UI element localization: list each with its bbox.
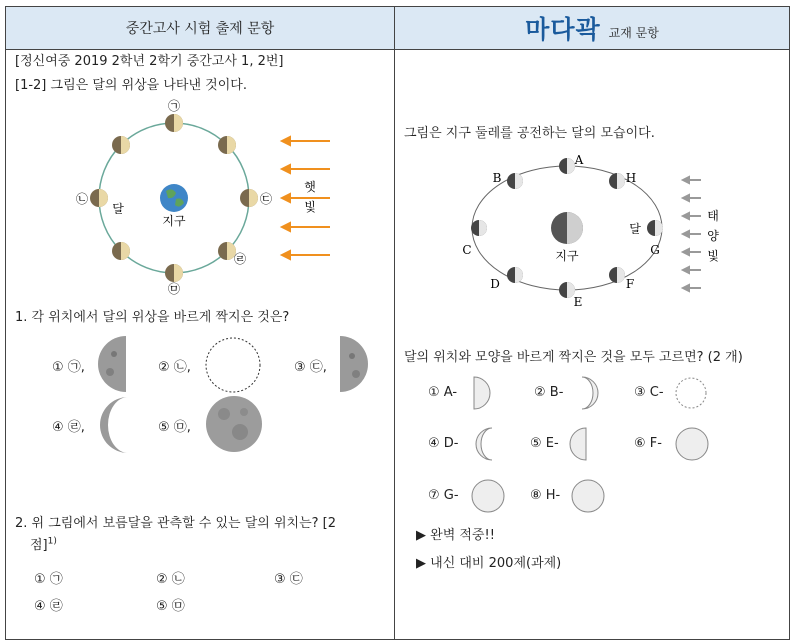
moon-pos-bottom	[165, 264, 183, 282]
moon-pos-left	[90, 189, 108, 207]
moon-shape-C	[674, 376, 708, 410]
q1-option-2[interactable]: ② ㉡,	[158, 360, 191, 375]
left-intro: [1-2] 그림은 달의 위상을 나타낸 것이다.	[15, 78, 247, 93]
opt-E[interactable]: ⑤ E-	[530, 436, 559, 451]
opt-C[interactable]: ③ C-	[634, 385, 664, 400]
sunlight-arrows	[282, 137, 330, 259]
q1-option-1[interactable]: ① ㉠,	[52, 360, 85, 375]
point-E: E	[573, 295, 583, 308]
point-D: D	[490, 277, 500, 291]
q1-option-5[interactable]: ⑤ ㉤,	[158, 420, 191, 435]
moon-label: 달	[112, 202, 124, 216]
opt-D[interactable]: ④ D-	[428, 436, 459, 451]
q1-option-4[interactable]: ④ ㉣,	[52, 420, 85, 435]
pos-label-5: ㉤	[167, 282, 181, 296]
sunlight-label-1: 햇	[304, 180, 316, 194]
earth-icon-right	[551, 212, 583, 244]
sunlight-label-2: 빛	[304, 200, 316, 214]
pos-label-3: ㉢	[259, 192, 273, 206]
half-moon-right-icon	[338, 336, 368, 392]
right-earth-label: 지구	[555, 249, 579, 263]
opt-H[interactable]: ⑧ H-	[530, 488, 561, 503]
moon-pos-top-right	[218, 136, 236, 154]
solar-label-1: 태	[707, 209, 719, 223]
right-orbit-diagram	[455, 148, 735, 308]
earth-icon	[160, 184, 188, 212]
point-C: C	[462, 243, 472, 257]
q1-option-3[interactable]: ③ ㉢,	[294, 360, 327, 375]
point-H: H	[625, 171, 637, 185]
point-F: F	[625, 277, 635, 291]
point-A: A	[574, 153, 584, 167]
opt-G[interactable]: ⑦ G-	[428, 488, 459, 503]
left-header	[6, 7, 395, 50]
crescent-moon-icon	[98, 396, 132, 454]
point-G: G	[650, 243, 660, 257]
moon-shape-F	[674, 426, 710, 462]
right-header-title: 교재 문항	[608, 25, 659, 40]
pos-label-1: ㉠	[167, 99, 181, 113]
column-divider	[394, 7, 395, 639]
logo: 마다곽	[525, 15, 601, 44]
right-header	[395, 7, 789, 50]
new-moon-icon	[204, 336, 262, 394]
question-2-line2-text: 점]	[30, 538, 48, 553]
solar-label-3: 빛	[707, 249, 719, 263]
point-B: B	[492, 171, 502, 185]
moon-pos-top	[165, 114, 183, 132]
opt-F[interactable]: ⑥ F-	[634, 436, 662, 451]
q2-option-5[interactable]: ⑤ ㉤	[156, 599, 185, 614]
question-2-line1: 2. 위 그림에서 보름달을 관측할 수 있는 달의 위치는? [2	[15, 516, 336, 531]
left-moon-diagram	[60, 95, 360, 300]
left-header-title: 중간고사 시험 출제 문항	[125, 21, 275, 37]
right-question: 달의 위치와 모양을 바르게 짝지은 것을 모두 고르면? (2 개)	[404, 350, 743, 365]
moon-pos-top-left	[112, 136, 130, 154]
earth-label: 지구	[162, 214, 186, 228]
right-moon-label: 달	[629, 222, 641, 236]
pos-label-4: ㉣	[233, 252, 247, 266]
opt-B[interactable]: ② B-	[534, 385, 564, 400]
note-2: ▶ 내신 대비 200제(과제)	[416, 556, 562, 571]
exam-source: [정신여중 2019 2학년 2학기 중간고사 1, 2번]	[15, 54, 284, 69]
moon-shape-G	[470, 478, 506, 514]
opt-A[interactable]: ① A-	[428, 385, 458, 400]
full-moon-icon	[204, 394, 264, 454]
pos-label-2: ㉡	[75, 192, 89, 206]
question-1: 1. 각 위치에서 달의 위상을 바르게 짝지은 것은?	[15, 310, 290, 325]
moon-pos-bottom-left	[112, 242, 130, 260]
moon-shape-D	[472, 427, 494, 461]
solar-rays	[683, 177, 701, 291]
moon-shape-A	[472, 376, 494, 410]
half-moon-icon	[98, 336, 128, 392]
moon-shape-B	[578, 376, 600, 410]
note-1: ▶ 완벽 적중!!	[416, 528, 495, 543]
q2-option-3[interactable]: ③ ㉢	[274, 572, 303, 587]
solar-label-2: 양	[707, 229, 719, 243]
question-2-line2	[30, 534, 57, 553]
footnote-ref: 1)	[47, 536, 57, 547]
q2-option-4[interactable]: ④ ㉣	[34, 599, 63, 614]
moon-shape-H	[570, 478, 606, 514]
moon-shape-E	[566, 427, 588, 461]
q2-option-2[interactable]: ② ㉡	[156, 572, 185, 587]
right-intro: 그림은 지구 둘레를 공전하는 달의 모습이다.	[404, 126, 655, 141]
moon-pos-right	[240, 189, 258, 207]
q2-option-1[interactable]: ① ㉠	[34, 572, 63, 587]
